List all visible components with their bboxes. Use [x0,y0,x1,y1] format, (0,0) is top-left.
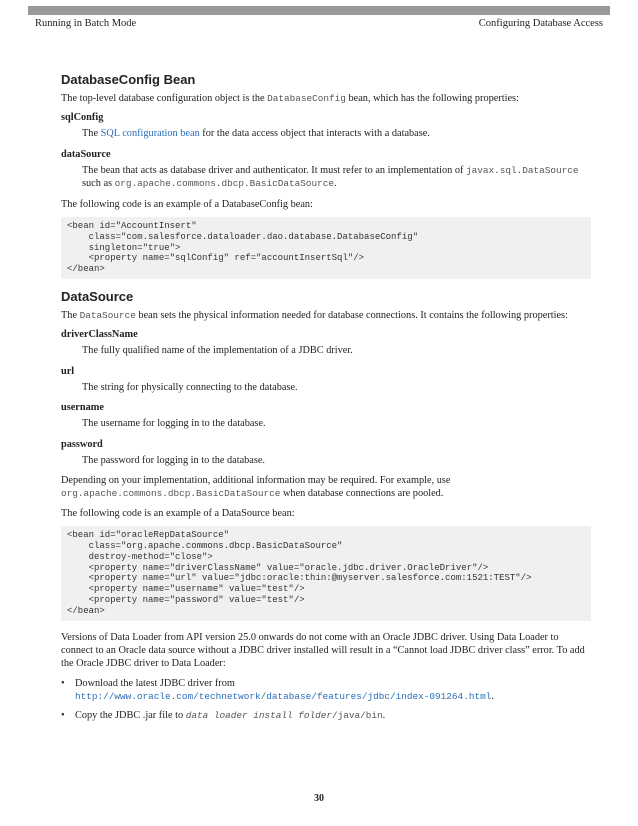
oracle-jdbc-download-link[interactable]: http://www.oracle.com/technetwork/database/features/jdbc/index-091264.html [75,691,492,703]
intro-text: The [61,310,80,322]
page-number: 30 [314,793,324,804]
term-driverclassname: driverClassName [61,329,138,341]
step-text: Download the latest JDBC driver from [75,677,235,689]
datasource-depending-note [61,474,591,501]
header-rule [28,6,610,15]
running-header [35,18,603,29]
intro-code: DatabaseConfig [267,93,346,104]
step-code-italic: data loader install folder [185,709,332,721]
databaseconfig-heading: DatabaseConfig Bean [61,72,196,87]
note-text: Depending on your implementation, additional information may be required. For example, use [61,475,451,487]
def-text-mid: such as [82,178,115,190]
datasource-example-intro: The following code is an example of a DataSource bean: [61,507,295,519]
step-text-end: . [491,691,494,703]
databaseconfig-example-intro: The following code is an example of a DatabaseConfig bean: [61,198,313,210]
step-code: /java/bin [331,709,383,721]
intro-text: The top-level database configuration object is the [61,93,268,104]
datasource-intro [61,309,591,322]
oracle-driver-steps [61,677,591,722]
def-text: The bean that acts as database driver and authenticator. It must refer to an implementation of [82,164,466,176]
term-datasource: dataSource [61,148,111,160]
header-section-left: Running in Batch Mode [35,18,137,29]
note-text-end: when database connections are pooled. [280,488,444,500]
note-code: org.apache.commons.dbcp.BasicDataSource [61,488,281,500]
intro-text-end: bean, which has the following properties: [345,93,519,104]
def-text-end: for the data access object that interacts with a database. [199,128,430,140]
def-text-end: . [334,178,337,190]
def-password: The password for logging in to the database. [82,454,266,466]
term-password: password [61,438,103,450]
def-code: javax.sql.DataSource [466,164,579,176]
datasource-code-block: <bean id="oracleRepDataSource" class="org.apache.commons.dbcp.BasicDataSource" destroy-method="close"> <property name="driverClassName" value="oracle.jdbc.driver.OracleDriver"/> <property name="url" value="jdbc:oracle:thin:@myserver.salesforce.com:1521:TEST"/> <property name="username" value="test"/> <property name="password" value="test"/> </bean> [61,526,591,620]
list-item [61,677,591,704]
oracle-driver-note: Versions of Data Loader from API version 25.0 onwards do not come with an Oracle JDBC driver. Using Data Loader to connect to an Oracle data source without a JDBC driver installed will result in a “Cannot load JDBC driver class” error. To add the Oracle JDBC driver to Data Loader: [61,631,585,670]
bullet-glyph: • [61,677,65,689]
def-driverclassname: The fully qualified name of the implementation of a JDBC driver. [82,345,353,357]
def-code-2: org.apache.commons.dbcp.BasicDataSource [114,178,335,190]
def-sqlconfig [82,127,591,140]
intro-code: DataSource [79,310,136,322]
databaseconfig-code-block: <bean id="AccountInsert" class="com.salesforce.dataloader.dao.database.DatabaseConfig" singleton="true"> <property name="sqlConfig" ref="accountInsertSql"/> </bean> [61,217,591,279]
def-username: The username for logging in to the database. [82,418,266,430]
list-item [61,709,591,722]
header-section-right: Configuring Database Access [478,18,603,29]
bullet-glyph: • [61,709,65,721]
term-sqlconfig: sqlConfig [61,112,104,124]
def-text: The [82,128,101,140]
term-username: username [61,402,104,414]
datasource-heading: DataSource [61,289,134,305]
page-body [61,72,591,727]
intro-text-end: bean sets the physical information needed for database connections. It contains the following properties: [135,310,568,322]
def-datasource [82,164,591,191]
def-url: The string for physically connecting to the database. [82,381,298,393]
term-url: url [61,365,75,377]
sql-configuration-bean-link[interactable]: SQL configuration bean [100,128,200,140]
databaseconfig-intro [61,92,591,105]
step-text: Copy the JDBC .jar file to [75,709,186,721]
step-text-end: . [382,709,386,721]
